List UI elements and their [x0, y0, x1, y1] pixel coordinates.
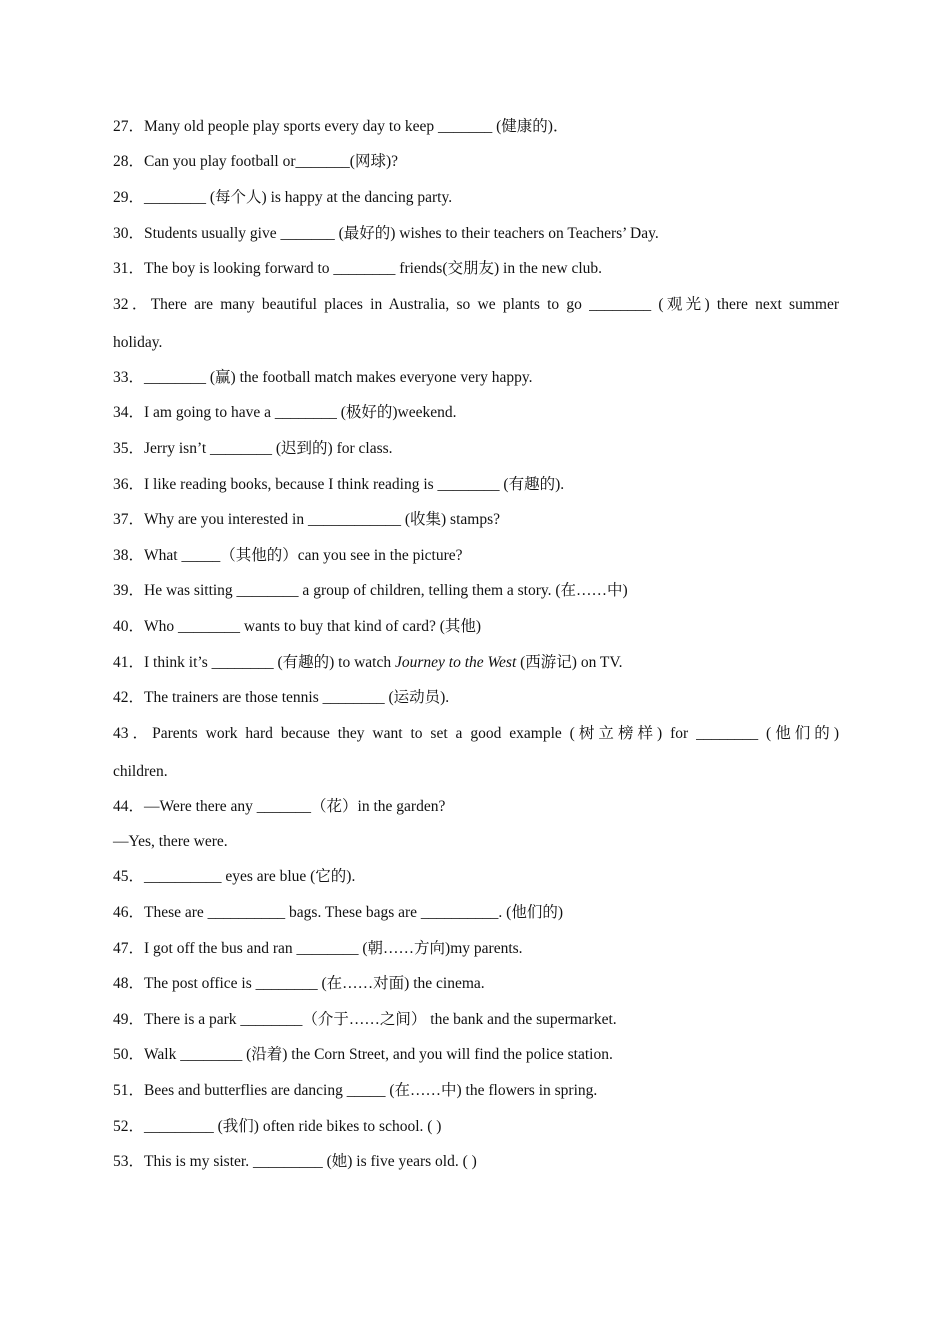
question-33: 33．________ (赢) the football match makes everyone very happy. — [113, 369, 533, 386]
question-51: 51．Bees and butterflies are dancing _____ (在……中) the flowers in spring. — [113, 1082, 598, 1099]
question-32-continued: holiday. — [113, 334, 163, 351]
question-45: 45．__________ eyes are blue (它的). — [113, 868, 356, 885]
question-48: 48．The post office is ________ (在……对面) the cinema. — [113, 975, 485, 992]
question-32: 32．There are many beautiful places in Australia, so we plants to go ________ (观光) there next summer — [113, 296, 839, 313]
question-44: 44．—Were there any _______（花）in the garden? — [113, 798, 446, 815]
question-43: 43．Parents work hard because they want to set a good example (树立榜样) for ________ (他们的) — [113, 725, 839, 742]
question-27: 27．Many old people play sports every day to keep _______ (健康的)． — [113, 118, 569, 135]
book-title: Journey to the West — [395, 654, 517, 671]
question-53: 53．This is my sister. _________ (她) is five years old. ( ) — [113, 1153, 477, 1170]
question-38: 38．What _____（其他的）can you see in the picture? — [113, 547, 463, 564]
question-52: 52．_________ (我们) often ride bikes to school. ( ) — [113, 1118, 442, 1135]
question-31: 31．The boy is looking forward to ________ friends(交朋友) in the new club. — [113, 260, 603, 277]
question-35: 35．Jerry isn’t ________ (迟到的) for class. — [113, 440, 393, 457]
question-41 — [113, 653, 839, 673]
question-37: 37．Why are you interested in ____________ (收集) stamps? — [113, 511, 500, 528]
question-50: 50．Walk ________ (沿着) the Corn Street, and you will find the police station. — [113, 1046, 613, 1063]
question-44-answer: —Yes, there were. — [113, 833, 228, 850]
question-41-lead: 41．I think it’s ________ (有趣的) to watch — [113, 654, 395, 671]
question-46: 46．These are __________ bags. These bags are __________. (他们的) — [113, 904, 563, 921]
question-47: 47．I got off the bus and ran ________ (朝……方向)my parents. — [113, 940, 523, 957]
question-40: 40．Who ________ wants to buy that kind of card? (其他) — [113, 618, 482, 635]
question-36: 36．I like reading books, because I think reading is ________ (有趣的). — [113, 476, 565, 493]
question-29: 29．________ (每个人) is happy at the dancing party. — [113, 189, 453, 206]
question-39: 39．He was sitting ________ a group of children, telling them a story. (在……中) — [113, 582, 628, 599]
question-42: 42．The trainers are those tennis ________ (运动员). — [113, 689, 450, 706]
question-30: 30．Students usually give _______ (最好的) wishes to their teachers on Teachers’ Day. — [113, 225, 659, 242]
question-43-continued: children. — [113, 763, 168, 780]
question-28: 28．Can you play football or_______(网球)? — [113, 153, 398, 170]
question-49: 49．There is a park ________（介于……之间） the bank and the supermarket. — [113, 1011, 617, 1028]
question-34: 34．I am going to have a ________ (极好的)weekend. — [113, 404, 457, 421]
question-41-tail: (西游记) on TV. — [516, 654, 623, 671]
